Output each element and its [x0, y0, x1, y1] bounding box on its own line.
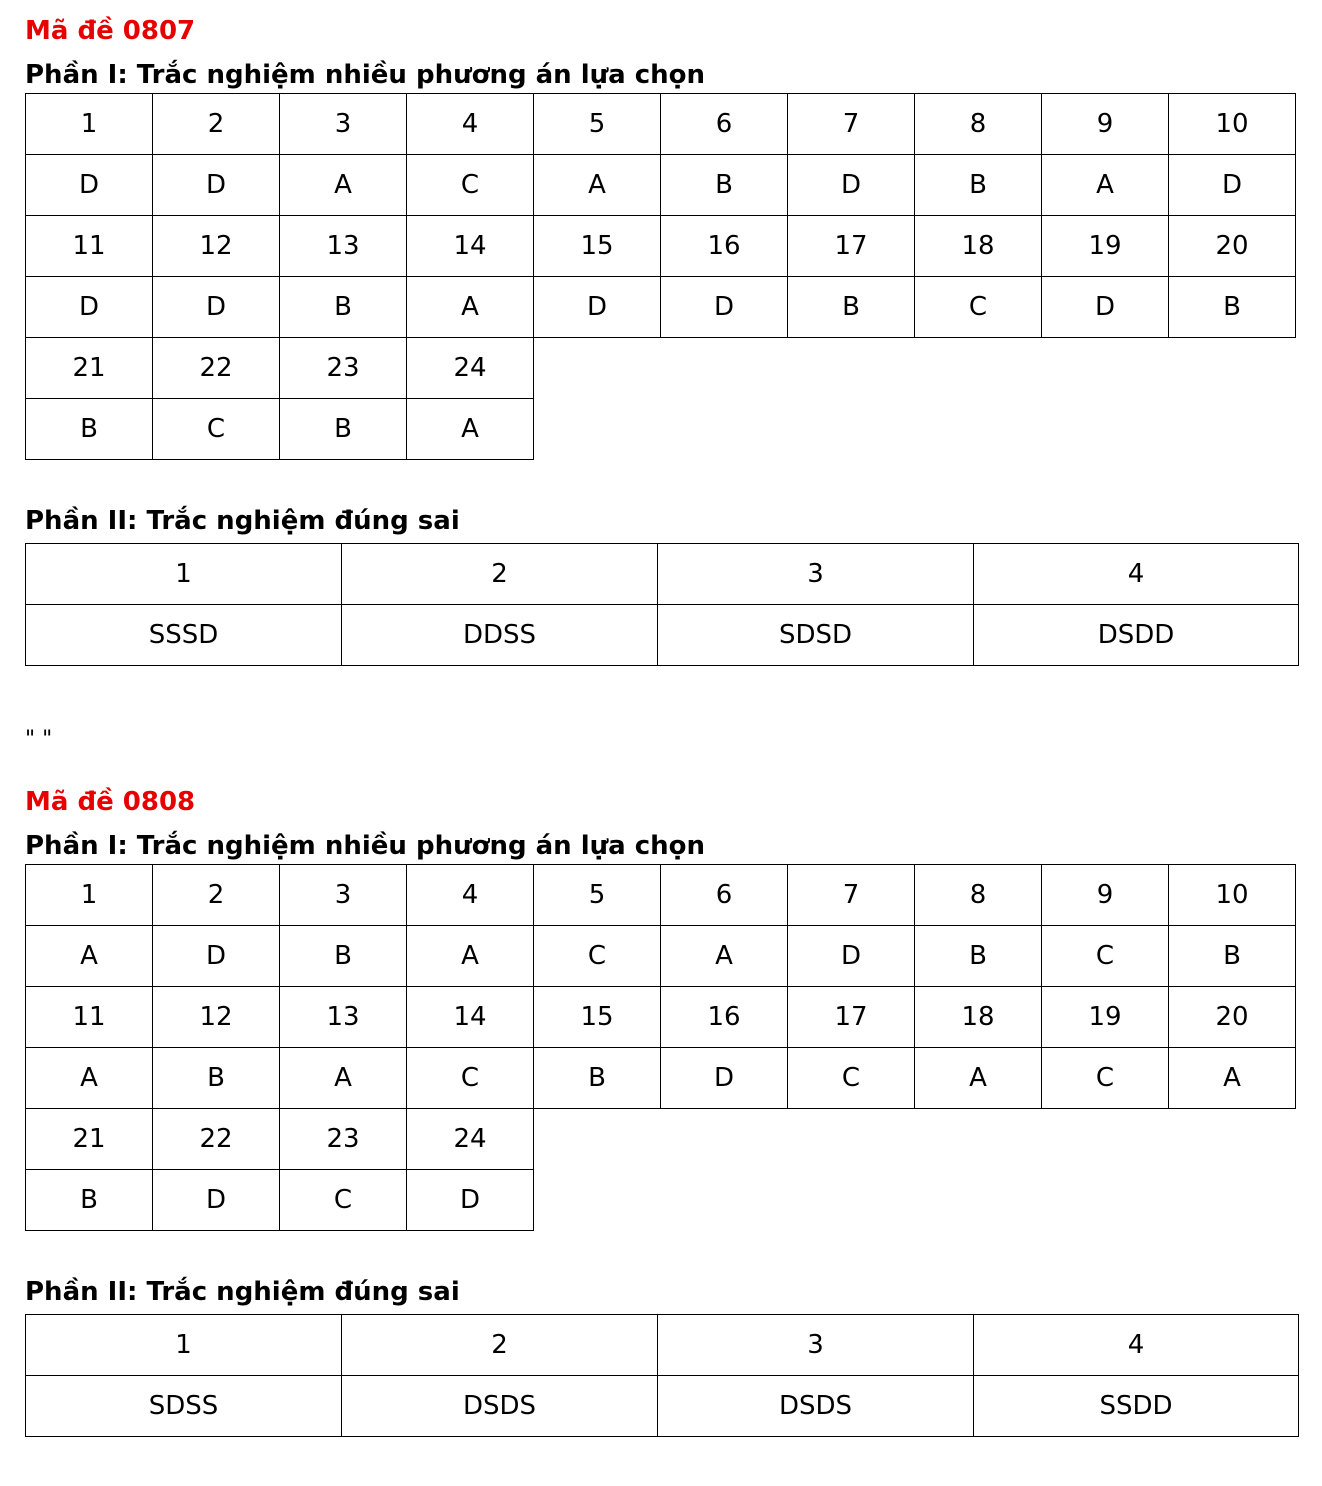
answer-cell: D — [1169, 155, 1296, 216]
question-number-cell: 18 — [915, 216, 1042, 277]
answer-cell: D — [661, 277, 788, 338]
answer-cell: A — [534, 155, 661, 216]
question-number-cell: 23 — [280, 338, 407, 399]
question-number-cell: 5 — [534, 865, 661, 926]
question-number-cell: 24 — [407, 338, 534, 399]
answer-cell: D — [26, 277, 153, 338]
question-number-cell: 11 — [26, 987, 153, 1048]
question-number-row — [26, 865, 1296, 926]
question-number-cell: 17 — [788, 987, 915, 1048]
empty-cell — [788, 338, 915, 399]
question-number-cell: 22 — [153, 1109, 280, 1170]
answer-cell: A — [915, 1048, 1042, 1109]
answer-cell: D — [407, 1170, 534, 1231]
answer-cell: C — [788, 1048, 915, 1109]
answer-cell: C — [407, 1048, 534, 1109]
question-number-cell: 9 — [1042, 94, 1169, 155]
question-number-row — [26, 1109, 1296, 1170]
question-number-cell: 9 — [1042, 865, 1169, 926]
part2-answer-table — [25, 543, 1299, 666]
empty-cell — [1042, 1109, 1169, 1170]
question-number-row — [26, 338, 1296, 399]
empty-cell — [661, 399, 788, 460]
question-number-cell: 13 — [280, 987, 407, 1048]
question-number-cell: 14 — [407, 216, 534, 277]
empty-cell — [788, 1170, 915, 1231]
answer-cell: D — [153, 155, 280, 216]
question-number-cell: 20 — [1169, 216, 1296, 277]
answer-row — [26, 1376, 1299, 1437]
exam-section-0807 — [25, 15, 1296, 666]
question-number-cell: 7 — [788, 94, 915, 155]
question-number-cell: 15 — [534, 216, 661, 277]
answer-cell: SDSD — [658, 605, 974, 666]
part2-title: Phần II: Trắc nghiệm đúng sai — [25, 506, 460, 536]
question-number-cell: 8 — [915, 94, 1042, 155]
question-number-cell: 3 — [280, 94, 407, 155]
question-number-row — [26, 216, 1296, 277]
answer-cell: C — [1042, 1048, 1169, 1109]
question-number-cell: 2 — [153, 94, 280, 155]
question-number-cell: 4 — [407, 865, 534, 926]
exam-section-0808 — [25, 786, 1296, 1437]
question-number-cell: 10 — [1169, 94, 1296, 155]
empty-cell — [534, 1109, 661, 1170]
empty-cell — [661, 338, 788, 399]
question-number-cell: 12 — [153, 216, 280, 277]
answer-cell: A — [407, 399, 534, 460]
answer-cell: C — [534, 926, 661, 987]
empty-cell — [1169, 1109, 1296, 1170]
empty-cell — [1042, 399, 1169, 460]
part1-answer-table — [25, 93, 1296, 460]
answer-cell: B — [280, 277, 407, 338]
question-number-cell: 18 — [915, 987, 1042, 1048]
answer-row — [26, 605, 1299, 666]
answer-cell: B — [915, 155, 1042, 216]
answer-cell: D — [153, 926, 280, 987]
question-number-row — [26, 544, 1299, 605]
answer-cell: SSDD — [974, 1376, 1299, 1437]
answer-cell: A — [280, 155, 407, 216]
answer-cell: D — [534, 277, 661, 338]
question-number-cell: 22 — [153, 338, 280, 399]
question-number-cell: 1 — [26, 865, 153, 926]
question-number-cell: 6 — [661, 94, 788, 155]
answer-row — [26, 399, 1296, 460]
answer-cell: D — [153, 277, 280, 338]
answer-cell: B — [534, 1048, 661, 1109]
answer-cell: B — [661, 155, 788, 216]
answer-cell: A — [1042, 155, 1169, 216]
answer-cell: DDSS — [342, 605, 658, 666]
answer-cell: B — [26, 399, 153, 460]
question-number-cell: 13 — [280, 216, 407, 277]
answer-cell: B — [153, 1048, 280, 1109]
question-number-row — [26, 94, 1296, 155]
answer-cell: DSDD — [974, 605, 1299, 666]
question-number-cell: 16 — [661, 216, 788, 277]
question-number-row — [26, 987, 1296, 1048]
question-number-cell: 4 — [407, 94, 534, 155]
question-number-cell: 11 — [26, 216, 153, 277]
question-number-cell: 19 — [1042, 216, 1169, 277]
answer-cell: C — [915, 277, 1042, 338]
answer-cell: B — [1169, 277, 1296, 338]
answer-cell: DSDS — [658, 1376, 974, 1437]
question-number-cell: 12 — [153, 987, 280, 1048]
empty-cell — [1169, 399, 1296, 460]
answer-cell: C — [280, 1170, 407, 1231]
part2-answer-table — [25, 1314, 1299, 1437]
question-number-cell: 3 — [658, 1315, 974, 1376]
empty-cell — [788, 1109, 915, 1170]
answer-cell: C — [153, 399, 280, 460]
question-number-cell: 2 — [342, 1315, 658, 1376]
question-number-cell: 15 — [534, 987, 661, 1048]
answer-cell: B — [788, 277, 915, 338]
part1-title: Phần I: Trắc nghiệm nhiều phương án lựa chọn — [25, 60, 706, 90]
question-number-cell: 5 — [534, 94, 661, 155]
answer-row — [26, 155, 1296, 216]
empty-cell — [661, 1109, 788, 1170]
question-number-cell: 2 — [153, 865, 280, 926]
question-number-row — [26, 1315, 1299, 1376]
separator-text: " " — [25, 727, 53, 752]
question-number-cell: 7 — [788, 865, 915, 926]
question-number-cell: 8 — [915, 865, 1042, 926]
question-number-cell: 1 — [26, 94, 153, 155]
answer-cell: B — [915, 926, 1042, 987]
question-number-cell: 14 — [407, 987, 534, 1048]
empty-cell — [1169, 1170, 1296, 1231]
answer-cell: DSDS — [342, 1376, 658, 1437]
question-number-cell: 20 — [1169, 987, 1296, 1048]
empty-cell — [915, 399, 1042, 460]
answer-cell: A — [26, 926, 153, 987]
answer-cell: B — [280, 399, 407, 460]
question-number-cell: 21 — [26, 1109, 153, 1170]
question-number-cell: 10 — [1169, 865, 1296, 926]
answer-cell: A — [407, 277, 534, 338]
question-number-cell: 3 — [658, 544, 974, 605]
empty-cell — [788, 399, 915, 460]
exam-code-title: Mã đề 0807 — [25, 16, 196, 46]
empty-cell — [915, 1170, 1042, 1231]
part1-answer-table — [25, 864, 1296, 1231]
question-number-cell: 19 — [1042, 987, 1169, 1048]
question-number-cell: 17 — [788, 216, 915, 277]
answer-cell: B — [26, 1170, 153, 1231]
answer-row — [26, 1048, 1296, 1109]
answer-cell: D — [788, 926, 915, 987]
answer-cell: C — [1042, 926, 1169, 987]
question-number-cell: 16 — [661, 987, 788, 1048]
answer-cell: B — [1169, 926, 1296, 987]
question-number-cell: 6 — [661, 865, 788, 926]
part2-title: Phần II: Trắc nghiệm đúng sai — [25, 1277, 460, 1307]
question-number-cell: 1 — [26, 1315, 342, 1376]
empty-cell — [534, 399, 661, 460]
empty-cell — [915, 338, 1042, 399]
answer-cell: A — [280, 1048, 407, 1109]
answer-cell: A — [1169, 1048, 1296, 1109]
answer-cell: D — [788, 155, 915, 216]
answer-cell: SSSD — [26, 605, 342, 666]
answer-row — [26, 277, 1296, 338]
empty-cell — [534, 1170, 661, 1231]
question-number-cell: 23 — [280, 1109, 407, 1170]
empty-cell — [1042, 1170, 1169, 1231]
answer-cell: D — [153, 1170, 280, 1231]
part1-title: Phần I: Trắc nghiệm nhiều phương án lựa chọn — [25, 831, 706, 861]
empty-cell — [1042, 338, 1169, 399]
empty-cell — [534, 338, 661, 399]
question-number-cell: 4 — [974, 1315, 1299, 1376]
answer-cell: D — [661, 1048, 788, 1109]
answer-cell: A — [661, 926, 788, 987]
question-number-cell: 2 — [342, 544, 658, 605]
question-number-cell: 4 — [974, 544, 1299, 605]
question-number-cell: 3 — [280, 865, 407, 926]
empty-cell — [1169, 338, 1296, 399]
question-number-cell: 24 — [407, 1109, 534, 1170]
answer-cell: B — [280, 926, 407, 987]
exam-code-title: Mã đề 0808 — [25, 787, 196, 817]
answer-row — [26, 926, 1296, 987]
answer-cell: SDSS — [26, 1376, 342, 1437]
answer-cell: D — [26, 155, 153, 216]
question-number-cell: 21 — [26, 338, 153, 399]
answer-cell: C — [407, 155, 534, 216]
answer-row — [26, 1170, 1296, 1231]
answer-cell: A — [26, 1048, 153, 1109]
answer-cell: D — [1042, 277, 1169, 338]
empty-cell — [915, 1109, 1042, 1170]
answer-cell: A — [407, 926, 534, 987]
question-number-cell: 1 — [26, 544, 342, 605]
empty-cell — [661, 1170, 788, 1231]
